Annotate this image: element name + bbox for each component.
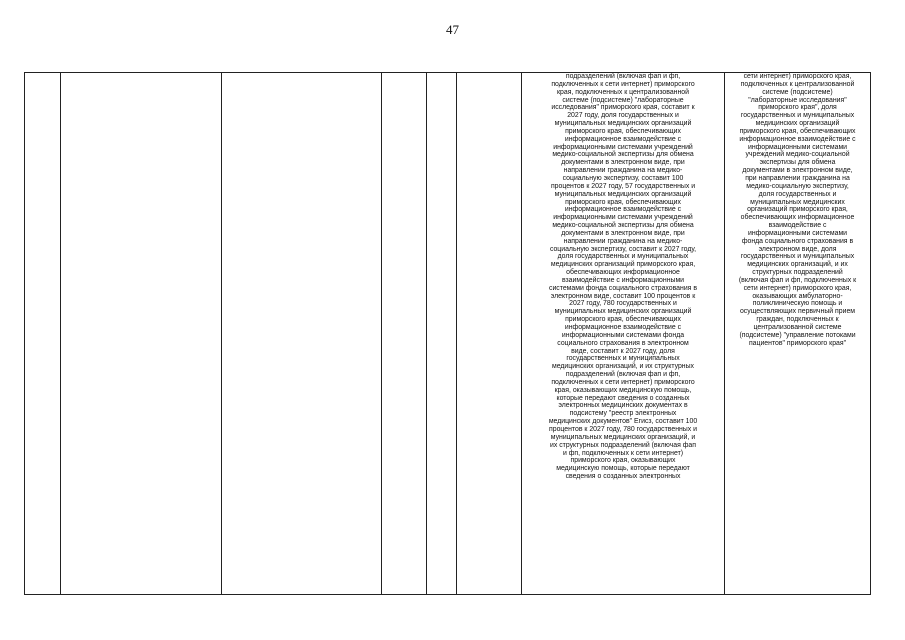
table-cell-name xyxy=(61,73,222,595)
table-cell-indicators xyxy=(725,73,871,595)
table-cell-expected-result xyxy=(522,73,725,595)
program-table xyxy=(24,72,871,595)
table-cell-start xyxy=(382,73,427,595)
indicators-text: сети интернет) приморского края, подключенных к централизованной системе (подсистеме) "лабораторные исследования" приморского края", доля государственных и муниципальных медицинских организаций приморского края, обеспечивающих информационное взаимодействие с информационными системами учреждений медико-социальной экспертизы для обмена документами в электронном виде, при направлении гражданина на медико-социальную экспертизу, доля государственных и муниципальных медицинских организаций приморского края, обеспечивающих информационное взаимодействие с информационными системами фонда социального страхования в электронном виде, доля государственных и муниципальных медицинских организаций, и их структурных подразделений (включая фап и фп, подключенных к сети интернет) приморского края, оказывающих амбулаторно- поликлиническую помощь и осуществляющих первичный прием граждан, подключенных к централизованной системе (подсистеме) "управление потоками пациентов" приморского края" xyxy=(738,73,857,347)
table-cell-empty xyxy=(457,73,522,595)
table-cell-number xyxy=(25,73,61,595)
page-number: 47 xyxy=(446,22,459,37)
table-cell-executor xyxy=(222,73,382,595)
table-row xyxy=(25,73,871,595)
expected-result-text: подразделений (включая фап и фп, подключенных к сети интернет) приморского края, подключенных к централизованной системе (подсистеме) "лабораторные исследования" приморского края, составит к 2027 году, доля государственных и муниципальных медицинских организаций приморского края, обеспечивающих информационное взаимодействие с информационными системами учреждений медико-социальной экспертизы для обмена документами в электронном виде, при направлении гражданина на медико- социальную экспертизу, составит 100 процентов к 2027 году, 57 государственных и муниципальных медицинских организаций приморского края, обеспечивающих информационное взаимодействие с информационными системами учреждений медико-социальной экспертизы для обмена документами в электронном виде, при направлении гражданина на медико- социальную экспертизу, составит к 2027 году, доля государственных и муниципальных медицинских организаций приморского края, обеспечивающих информационное взаимодействие с информационными системами фонда социального страхования в электронном виде, составит 100 процентов к 2027 году, 780 государственных и муниципальных медицинских организаций приморского края, обеспечивающих информационное взаимодействие с информационными системами фонда социального страхования в электронном виде, составит к 2027 году, доля государственных и муниципальных медицинских организаций, и их структурных подразделений (включая фап и фп, подключенных к сети интернет) приморского края, оказывающих медицинскую помощь, которые передают сведения о созданных электронных медицинских документах в подсистему "реестр электронных медицинских документов" Егисз, составит 100 процентов к 2027 году, 780 государственных и муниципальных медицинских организаций, и их структурных подразделений (включая фап и фп, подключенных к сети интернет) приморского края, оказывающих медицинскую помощь, которые передают сведения о созданных электронных xyxy=(548,73,698,481)
table-cell-end xyxy=(427,73,457,595)
